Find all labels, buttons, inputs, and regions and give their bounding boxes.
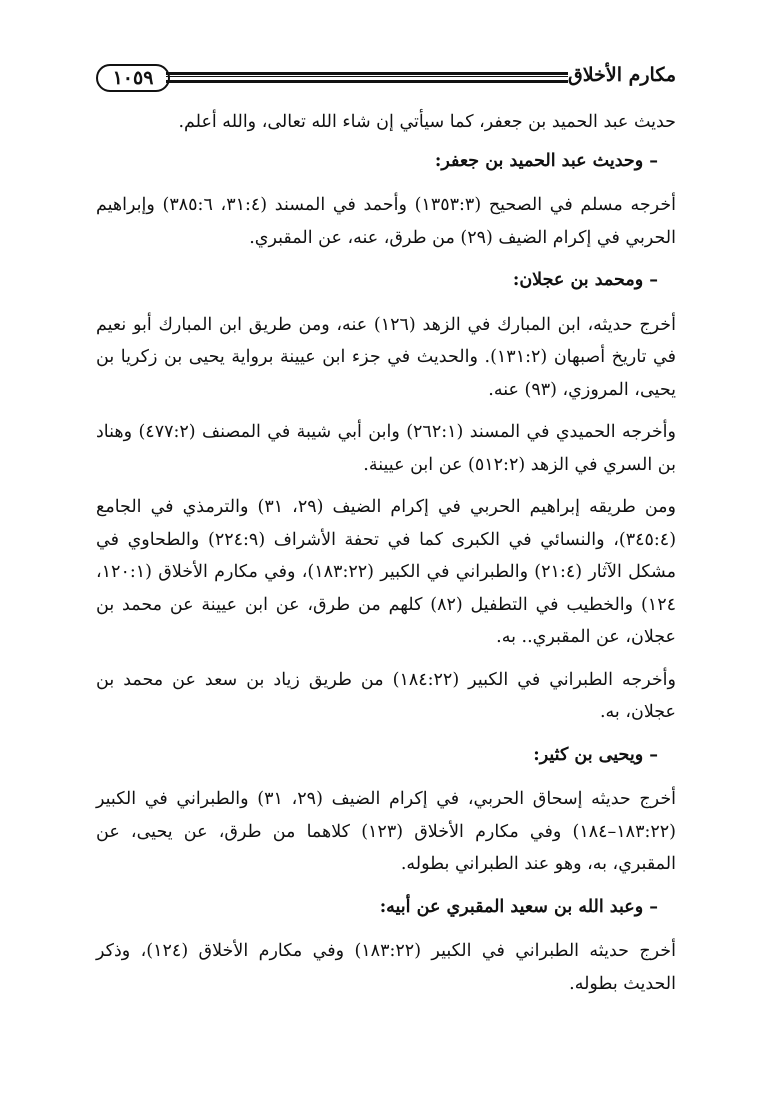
paragraph: حديث عبد الحميد بن جعفر، كما سيأتي إن شاء الله تعالى، والله أعلم. <box>178 112 676 132</box>
section-heading: – ومحمد بن عجلان: <box>512 270 658 290</box>
running-title: مكارم الأخلاق <box>568 64 676 86</box>
paragraph: أخرج حديثه إسحاق الحربي، في إكرام الضيف (٢٩، ٣١) والطبراني في الكبير (١٨٣:٢٢–١٨٤) وفي مكارم الأخلاق (١٢٣) كلاهما من طرق، عن يحيى، عن المقبري، به، وهو عند الطبراني بطوله. <box>96 789 676 874</box>
paragraph: أخرجه مسلم في الصحيح (١٣٥٣:٣) وأحمد في المسند (٣١:٤، ٣٨٥:٦) وإبراهيم الحربي في إكرام الضيف (٢٩) من طرق، عنه، عن المقبري. <box>96 195 676 248</box>
paragraph: أخرج حديثه، ابن المبارك في الزهد (١٢٦) عنه، ومن طريق ابن المبارك أبو نعيم في تاريخ أصبهان (١٣١:٢). والحديث في جزء ابن عيينة برواية يحيى بن زكريا بن يحيى، المروزي، (٩٣) عنه. <box>96 314 676 400</box>
page-number: ١٠٥٩ <box>96 64 170 92</box>
paragraph: أخرج حديثه الطبراني في الكبير (١٨٣:٢٢) وفي مكارم الأخلاق (١٢٤)، وذكر الحديث بطوله. <box>96 941 676 994</box>
section-heading: – وعبد الله بن سعيد المقبري عن أبيه: <box>379 896 658 917</box>
paragraph: وأخرجه الحميدي في المسند (٢٦٢:١) وابن أبي شيبة في المصنف (٤٧٧:٢) وهناد بن السري في الزهد (٥١٢:٢) عن ابن عيينة. <box>96 422 676 475</box>
page-header <box>96 62 676 96</box>
main-text <box>96 106 676 1010</box>
paragraph: وأخرجه الطبراني في الكبير (١٨٤:٢٢) من طريق زياد بن سعد عن محمد بن عجلان، به. <box>96 669 676 722</box>
paragraph: ومن طريقه إبراهيم الحربي في إكرام الضيف (٢٩، ٣١) والترمذي في الجامع (٣٤٥:٤)، والنسائي في الكبرى كما في تحفة الأشراف (٢٢٤:٩) والطحاوي في مشكل الآثار (٢١:٤) والطبراني في الكبير (١٨٣:٢٢)، وفي مكارم الأخلاق (١٢٠:١، ١٢٤) والخطيب في التطفيل (٨٢) كلهم من طرق، عن ابن عيينة عن محمد بن عجلان، عن المقبري.. به. <box>96 497 677 647</box>
section-heading: – وحديث عبد الحميد بن جعفر: <box>434 150 658 171</box>
header-rule <box>166 72 568 83</box>
section-heading: – ويحيى بن كثير: <box>533 744 658 765</box>
